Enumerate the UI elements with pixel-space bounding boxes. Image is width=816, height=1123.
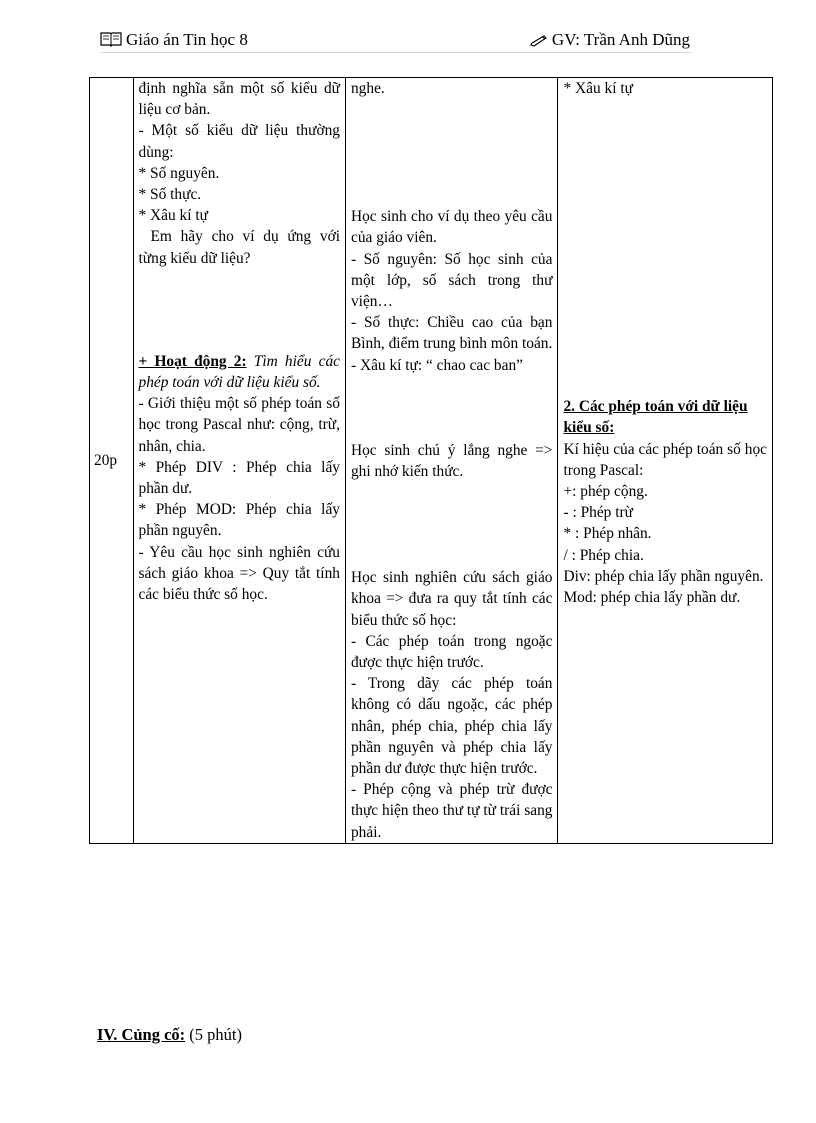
teacher-activity-cell	[133, 78, 345, 844]
col1-question: Em hãy cho ví dụ ứng với từng kiểu dữ liệu?	[138, 228, 340, 267]
lesson-table	[89, 77, 773, 844]
col3-text: Mod: phép chia lấy phần dư.	[563, 589, 741, 607]
col3-text: * Xâu kí tự	[563, 80, 633, 97]
section-iv-label: IV. Củng cố:	[97, 1025, 186, 1044]
col1-text: - Một số kiểu dữ liệu thường dùng:	[138, 122, 340, 161]
col2-text: Học sinh nghiên cứu sách giáo khoa => đưa ra quy tắt tính các biểu thức số học:	[350, 569, 553, 629]
col3-text: Kí hiệu của các phép toán số học trong Pascal:	[563, 440, 767, 479]
header-left	[100, 30, 248, 52]
table-row	[90, 78, 773, 844]
content-cell	[558, 78, 773, 844]
col2-text: - Trong dãy các phép toán không có dấu ngoặc, các phép nhân, phép chia, phép chia lấy phần nguyên và phép chia lấy phần dư được thực hiện trước.	[350, 675, 553, 778]
col1-text: - Yêu cầu học sinh nghiên cứu sách giáo khoa => Quy tắt tính các biểu thức số học.	[138, 543, 340, 604]
col3-text: - : Phép trừ	[563, 504, 633, 522]
activity-2-title: Tìm hiểu các phép toán với dữ liệu kiểu số.	[138, 352, 340, 392]
pen-icon	[530, 32, 548, 52]
col2-text: Học sinh chú ý lắng nghe => ghi nhớ kiến thức.	[350, 441, 553, 481]
col2-text: - Các phép toán trong ngoặc được thực hiện trước.	[350, 632, 553, 672]
col1-text: định nghĩa sẵn một số kiểu dữ liệu cơ bản.	[138, 80, 340, 119]
col1-text: * Số nguyên.	[138, 164, 220, 182]
col2-text: - Xâu kí tự: “ chao cac ban”	[350, 356, 523, 374]
col1-text: * Phép DIV : Phép chia lấy phần dư.	[138, 458, 340, 498]
header-title: Giáo án Tin học 8	[126, 30, 248, 49]
col2-text: - Số nguyên: Số học sinh của một lớp, số sách trong thư viện…	[350, 250, 553, 311]
page-header	[100, 30, 692, 53]
col3-text: * : Phép nhân.	[563, 525, 652, 543]
header-right	[530, 30, 690, 52]
col1-text: * Phép MOD: Phép chia lấy phần nguyên.	[138, 501, 340, 540]
col2-text: nghe.	[350, 80, 385, 97]
section-2-heading: 2. Các phép toán với dữ liệu kiểu số:	[563, 398, 748, 437]
teacher-name: GV: Trần Anh Dũng	[551, 30, 690, 49]
time-cell	[90, 78, 134, 844]
col3-text: / : Phép chia.	[563, 546, 644, 564]
col2-text: - Phép cộng và phép trừ được thực hiện theo thư tự từ trái sang phải.	[350, 781, 553, 841]
activity-2-label: + Hoạt động 2:	[138, 352, 247, 370]
col2-text: - Số thực: Chiều cao của bạn Bình, điểm trung bình môn toán.	[350, 314, 553, 353]
activity-2-heading	[139, 351, 340, 393]
col2-text: Học sinh cho ví dụ theo yêu cầu của giáo viên.	[350, 208, 553, 247]
time-value: 20p	[94, 451, 118, 469]
col1-text: * Số thực.	[138, 186, 202, 204]
student-activity-cell	[345, 78, 557, 844]
section-iv-heading	[97, 1025, 242, 1045]
col3-text: +: phép cộng.	[563, 483, 648, 501]
section-iv-duration: (5 phút)	[185, 1025, 242, 1044]
col1-text: - Giới thiệu một số phép toán số học trong Pascal như: cộng, trừ, nhân, chia.	[138, 395, 340, 455]
open-book-icon	[100, 31, 122, 52]
col1-text: * Xâu kí tự	[138, 207, 208, 225]
col3-text: Div: phép chia lấy phần nguyên.	[563, 567, 764, 585]
